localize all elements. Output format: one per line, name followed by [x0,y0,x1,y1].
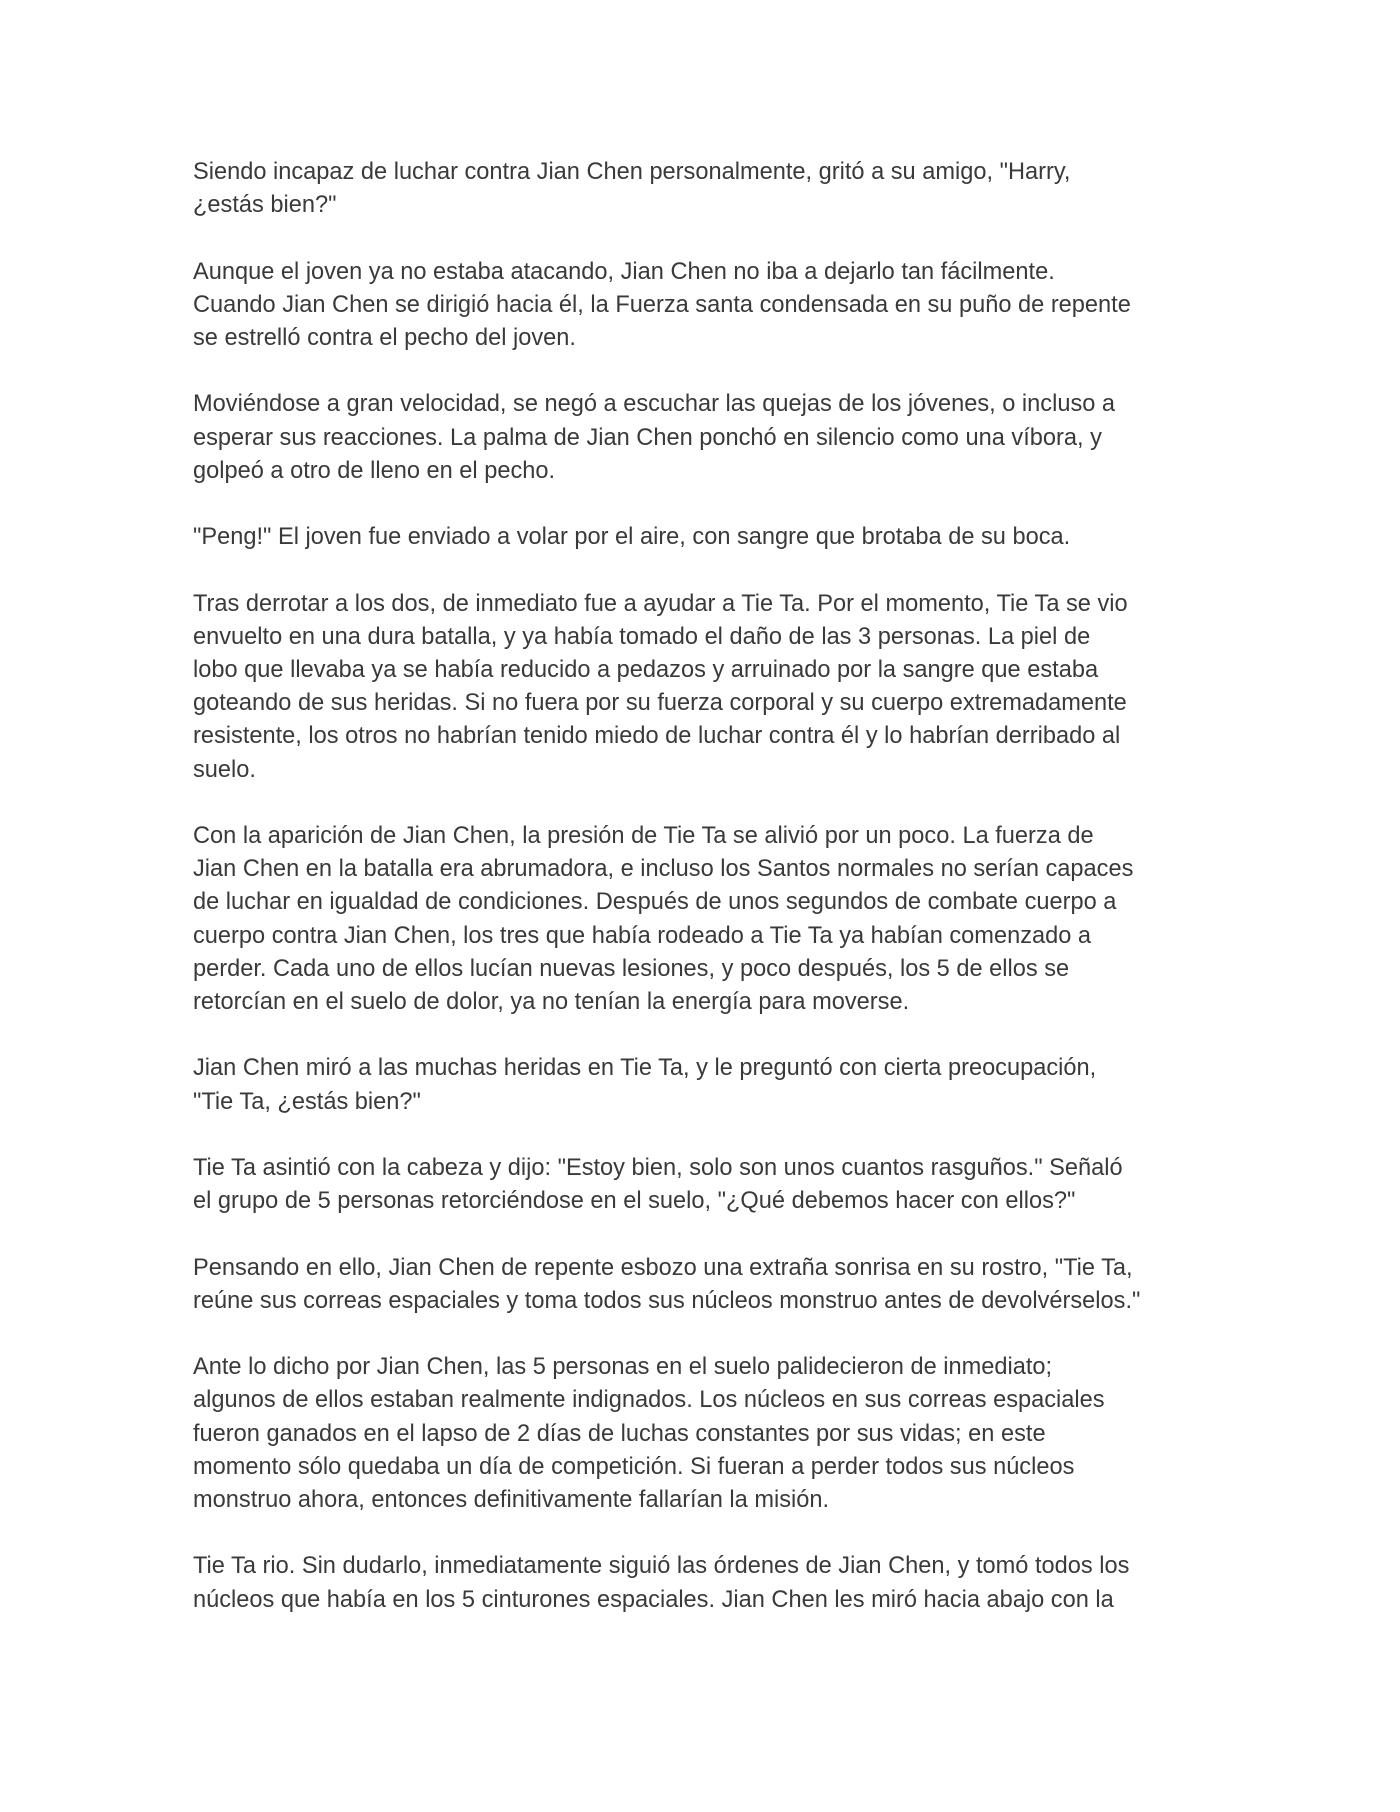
text-line: Pensando en ello, Jian Chen de repente esbozo una extraña sonrisa en su rostro, "Tie Ta, [193,1254,1133,1281]
text-line: perder. Cada uno de ellos lucían nuevas lesiones, y poco después, los 5 de ellos se [193,955,1070,982]
text-line: cuerpo contra Jian Chen, los tres que había rodeado a Tie Ta ya habían comenzado a [193,922,1092,949]
text-line: Siendo incapaz de luchar contra Jian Chen personalmente, gritó a su amigo, "Harry, [193,159,1071,185]
paragraph [193,521,1213,554]
paragraph [193,256,1213,356]
text-line: Jian Chen en la batalla era abrumadora, e incluso los Santos normales no serían capaces [193,856,1134,883]
text-line: "Tie Ta, ¿estás bien?" [193,1088,421,1115]
paragraph [193,588,1213,787]
paragraph [193,1351,1213,1517]
text-line: Tie Ta rio. Sin dudarlo, inmediatamente siguió las órdenes de Jian Chen, y tomó todos los [193,1553,1130,1580]
text-line: núcleos que había en los 5 cinturones espaciales. Jian Chen les miró hacia abajo con la [193,1586,1114,1613]
paragraph [193,1252,1213,1318]
text-line: algunos de ellos estaban realmente indignados. Los núcleos en sus correas espaciales [193,1387,1105,1414]
text-line: Aunque el joven ya no estaba atacando, Jian Chen no iba a dejarlo tan fácilmente. [193,258,1055,285]
text-line: lobo que llevaba ya se había reducido a pedazos y arruinado por la sangre que estaba [193,656,1099,683]
text-line: momento sólo quedaba un día de competición. Si fueran a perder todos sus núcleos [193,1453,1075,1480]
paragraph [193,1152,1213,1218]
text-line: suelo. [193,756,256,783]
text-line: goteando de sus heridas. Si no fuera por su fuerza corporal y su cuerpo extremadamente [193,690,1127,717]
text-line: fueron ganados en el lapso de 2 días de luchas constantes por sus vidas; en este [193,1420,1046,1447]
text-line: envuelto en una dura batalla, y ya había tomado el daño de las 3 personas. La piel de [193,623,1091,650]
text-line: esperar sus reacciones. La palma de Jian Chen ponchó en silencio como una víbora, y [193,424,1102,451]
paragraph [193,1052,1213,1118]
text-line: Tras derrotar a los dos, de inmediato fue a ayudar a Tie Ta. Por el momento, Tie Ta se vio [193,590,1128,617]
paragraph [193,388,1213,488]
text-line: golpeó a otro de lleno en el pecho. [193,457,556,484]
text-line: se estrelló contra el pecho del joven. [193,325,576,351]
text-line: reúne sus correas espaciales y toma todos sus núcleos monstruo antes de devolvérselos." [193,1287,1141,1314]
text-line: Jian Chen miró a las muchas heridas en Tie Ta, y le preguntó con cierta preocupación, [193,1055,1097,1082]
paragraph [193,1550,1213,1616]
text-line: monstruo ahora, entonces definitivamente fallarían la misión. [193,1486,830,1513]
paragraph [193,156,1213,222]
text-line: resistente, los otros no habrían tenido miedo de luchar contra él y lo habrían derribado al [193,723,1121,750]
text-line: Ante lo dicho por Jian Chen, las 5 personas en el suelo palidecieron de inmediato; [193,1354,1053,1381]
text-line: de luchar en igualdad de condiciones. Después de unos segundos de combate cuerpo a [193,889,1117,916]
text-line: Con la aparición de Jian Chen, la presión de Tie Ta se alivió por un poco. La fuerza de [193,822,1094,849]
text-line: retorcían en el suelo de dolor, ya no tenían la energía para moverse. [193,989,910,1015]
text-line: ¿estás bien?" [193,192,337,219]
text-line: Cuando Jian Chen se dirigió hacia él, la Fuerza santa condensada en su puño de repente [193,291,1131,318]
text-line: Tie Ta asintió con la cabeza y dijo: "Estoy bien, solo son unos cuantos rasguños." Señaló [193,1154,1123,1181]
text-line: Moviéndose a gran velocidad, se negó a escuchar las quejas de los jóvenes, o incluso a [193,391,1116,418]
document-body [193,156,1213,1617]
paragraph [193,820,1213,1019]
text-line: "Peng!" El joven fue enviado a volar por el aire, con sangre que brotaba de su boca. [193,524,1071,551]
text-line: el grupo de 5 personas retorciéndose en el suelo, "¿Qué debemos hacer con ellos?" [193,1188,1076,1215]
